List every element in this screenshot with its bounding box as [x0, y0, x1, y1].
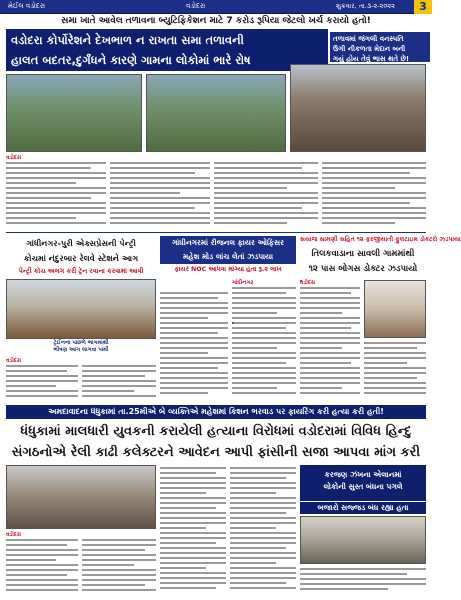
protest-body-col-2: [82, 539, 156, 595]
lead-body-col-4: [322, 162, 426, 230]
doctor-kicker: સયાજ સામણી સહિત ૧૨ ફરજીયાતી ફુલટાઇમ ડોક્ટરો ઝડપાયા: [300, 236, 461, 243]
train-subhead: પેન્ટ્રી કોચ અલગ કરી ટ્રેન રવાના કરવામાં આવી: [18, 267, 144, 275]
lead-kicker: સમા ખાતે આવેલ તળાવના બ્યુટિફિકેશન માટે 7 કરોડ રૂપિયા જેટલો ખર્ચ કરાયો હતો!: [61, 16, 371, 26]
lead-headline: [6, 29, 328, 71]
officer-kicker: ફાયર NOC આપવા માંગ્યા હતા રૂ.૨ લાખ: [174, 266, 282, 273]
officer-headline: [160, 236, 296, 264]
karjan-box-line-2: લોકોની સુસ્ત બંધના પગલે: [323, 482, 403, 491]
protest-banner: અમદાવાદના ધંધુકામાં તા.25મીએ બે વ્યક્તિએ મહેશમાં કિશન ભરવાડ પર ફાયરિંગ કરી હત્યા કરી હતી!: [6, 405, 426, 419]
protest-body-col-3: [160, 467, 226, 595]
protest-byline: વડોદરા: [6, 532, 22, 538]
lead-body-col-2: [110, 162, 210, 230]
doctor-photo: [364, 280, 426, 338]
officer-headline-line-1: ગાંધીનગરમાં રીજનલ ફાયર ઓફિસર: [172, 238, 284, 247]
karjan-body: [300, 568, 426, 595]
lake-photo-center: [146, 74, 286, 152]
officer-headline-line-2: મહેશ મોડ લાંચ લેતાં ઝડપાયા: [182, 252, 274, 261]
villagers-photo: [290, 64, 426, 152]
officer-photo-spacer: [232, 322, 234, 324]
doctor-headline-line-1: તિલકવાડાના સાવલી ગામમાંથી: [311, 249, 415, 259]
karjan-box-line-1: કરજણ ઝંખના એલાનમાં: [324, 470, 402, 479]
doctor-byline: વડોદરા: [300, 280, 316, 286]
karjan-bandh-box: [300, 465, 426, 501]
doctor-headline: [300, 247, 426, 277]
officer-byline: ગાંધીનગર: [232, 280, 254, 286]
protest-headline-line-1: ધંધુકામાં માલધારી યુવકની કરાયેલી હત્યાના વિરોધમાં વડોદરામાં વિવિધ હિન્દુ: [20, 424, 412, 439]
doctor-body-col-2: [364, 342, 426, 401]
train-body-col-1: [6, 365, 78, 401]
lead-photo-tag-line-1: તળાવમાં જંગલી વનસ્પતિ: [333, 35, 404, 43]
train-photo-caption-line-1: ટ્રેઈનના પાછળે ભાગમાંથી: [53, 340, 109, 346]
protest-headline: [6, 421, 426, 463]
train-fire-photo: [6, 279, 156, 339]
protest-rally-photo: [6, 465, 156, 529]
page-city: વડોદરા: [186, 2, 206, 10]
issue-date: શુક્રવાર, તા.૩-૨-૨૦૨૨: [336, 2, 395, 10]
lead-body-col-3: [214, 162, 318, 230]
lead-photo-tag: [330, 32, 430, 62]
train-headline: [6, 236, 156, 266]
karjan-box-line-3: બજારો સજ્જડ બંધ રહ્યા હતા: [300, 502, 426, 514]
section-divider: [6, 232, 426, 233]
lead-byline: વડોદરા: [6, 155, 22, 161]
lead-headline-line-2: હાલત બદતર,દુર્ગંધને કારણે ગામના લોકોમાં ભારે રોષ: [11, 53, 251, 67]
train-headline-line-2: કોચમાં નંદુરબાર રેલવે સ્ટેશને આગ: [23, 253, 139, 263]
train-byline: વડોદરા: [6, 358, 22, 364]
train-photo-caption: [6, 340, 156, 356]
protest-body-col-4: [230, 467, 296, 595]
closed-shops-photo: [300, 516, 426, 564]
page-number: 3: [414, 0, 432, 14]
train-body-col-3: [160, 292, 228, 401]
doctor-body-col-1: [300, 287, 360, 401]
lead-photo-tag-line-2: ઉગી નીકળતા મેદાન બની: [333, 45, 406, 53]
officer-body-col-1: [232, 287, 296, 401]
lead-photo-tag-line-3: ગયું હોય તેવું ભાસ થતે છે!: [333, 55, 410, 63]
lead-body-col-1: [6, 162, 106, 230]
lead-headline-line-1: વડોદરા કોર્પોરેશને દેખભાળ ન રાખતા સમા તળાવની: [11, 33, 244, 47]
doctor-headline-line-2: ૧૨ પાસ બોગસ ડોક્ટર ઝડપાયો: [308, 264, 418, 274]
train-body-col-2: [82, 365, 156, 401]
train-headline-line-1: ગાંધીનગર-પુરી એક્સપ્રેસની પેન્ટ્રી: [26, 238, 136, 248]
train-photo-caption-line-2: ભીષણ આગ લાગવા પામી: [53, 347, 109, 353]
protest-body-col-1: [6, 539, 78, 595]
protest-headline-line-2: સંગઠનોએ રેલી કાઢી કલેક્ટરને આવેદન આપી ફાંસીની સજા આપવા માંગ કરી: [11, 445, 421, 460]
edition-name: મેઈલ વડોદરા: [8, 2, 46, 10]
lake-photo-left: [6, 74, 142, 152]
